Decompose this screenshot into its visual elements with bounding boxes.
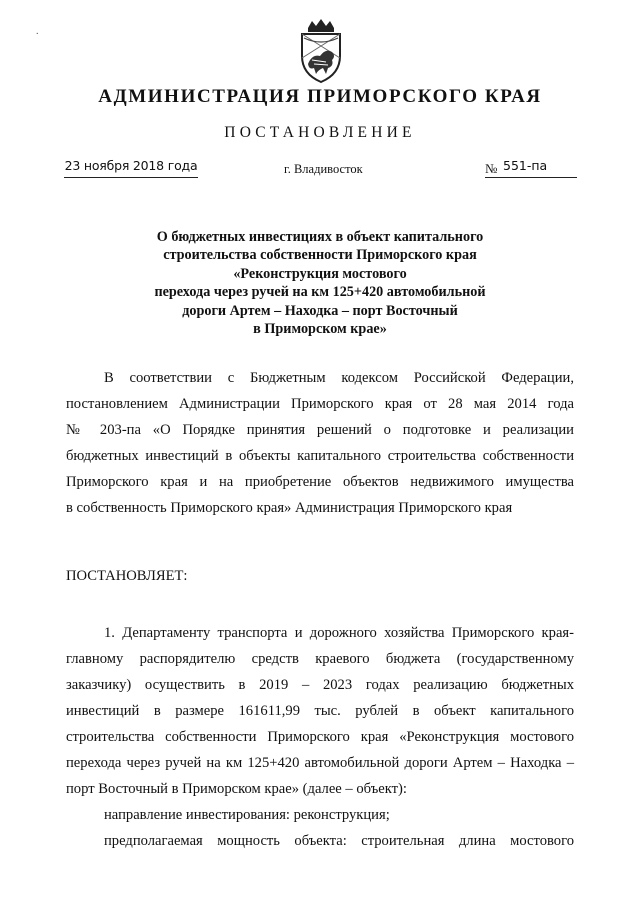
text-line: направление инвестирования: реконструкция;: [104, 807, 390, 823]
clause-1-paragraph: [66, 620, 574, 802]
text-line: заказчику) осуществить в 2019 – 2023 годах реализацию бюджетных: [66, 677, 574, 693]
document-date: 23 ноября 2018 года: [64, 158, 198, 178]
scan-mark: .: [36, 26, 39, 37]
text-line: порт Восточный в Приморском крае» (далее – объект):: [66, 781, 407, 797]
document-city: г. Владивосток: [284, 162, 363, 176]
decree-word: ПОСТАНОВЛЯЕТ:: [66, 568, 188, 584]
text-line: В соответствии с Бюджетным кодексом Российской Федерации,: [104, 370, 574, 386]
title-line: О бюджетных инвестициях в объект капитального: [156, 229, 484, 245]
coat-of-arms-icon: [296, 18, 346, 84]
text-line: перехода через ручей на км 125+420 автомобильной дороги Артем – Находка –: [66, 755, 574, 771]
investment-direction-paragraph: [66, 802, 574, 828]
text-line: № 203-па «О Порядке принятия решений о подготовке и реализации: [66, 422, 574, 438]
title-line: в Приморском крае»: [253, 321, 387, 338]
title-line: строительства собственности Приморского края: [163, 247, 477, 264]
preamble-paragraph: [66, 365, 574, 521]
text-line: 1. Департаменту транспорта и дорожного хозяйства Приморского края-: [104, 625, 574, 641]
text-line: строительства собственности Приморского края «Реконструкция мостового: [66, 729, 574, 745]
number-sign: №: [485, 161, 498, 176]
title-line: перехода через ручей на км 125+420 автомобильной: [154, 284, 486, 301]
document-type: ПОСТАНОВЛЕНИЕ: [224, 124, 416, 141]
text-line: предполагаемая мощность объекта: строительная длина мостового: [104, 833, 574, 849]
document-title: [110, 228, 530, 338]
text-line: в собственность Приморского края» Администрация Приморского края: [66, 500, 513, 516]
document-number: [485, 158, 577, 178]
text-line: Приморского края и на приобретение объектов недвижимого имущества: [66, 474, 574, 490]
title-line: дороги Артем – Находка – порт Восточный: [182, 302, 458, 319]
title-line: «Реконструкция мостового: [233, 265, 407, 282]
capacity-paragraph: [66, 828, 574, 854]
text-line: главному распорядителю средств краевого бюджета (государственному: [66, 651, 574, 667]
number-value: 551-па: [503, 158, 548, 173]
text-line: инвестиций в размере 161611,99 тыс. рублей в объект капитального: [66, 703, 574, 719]
text-line: постановлением Администрации Приморского края от 28 мая 2014 года: [66, 396, 574, 412]
text-line: бюджетных инвестиций в объекты капитального строительства собственности: [66, 448, 574, 464]
organization-name: АДМИНИСТРАЦИЯ ПРИМОРСКОГО КРАЯ: [98, 86, 542, 107]
